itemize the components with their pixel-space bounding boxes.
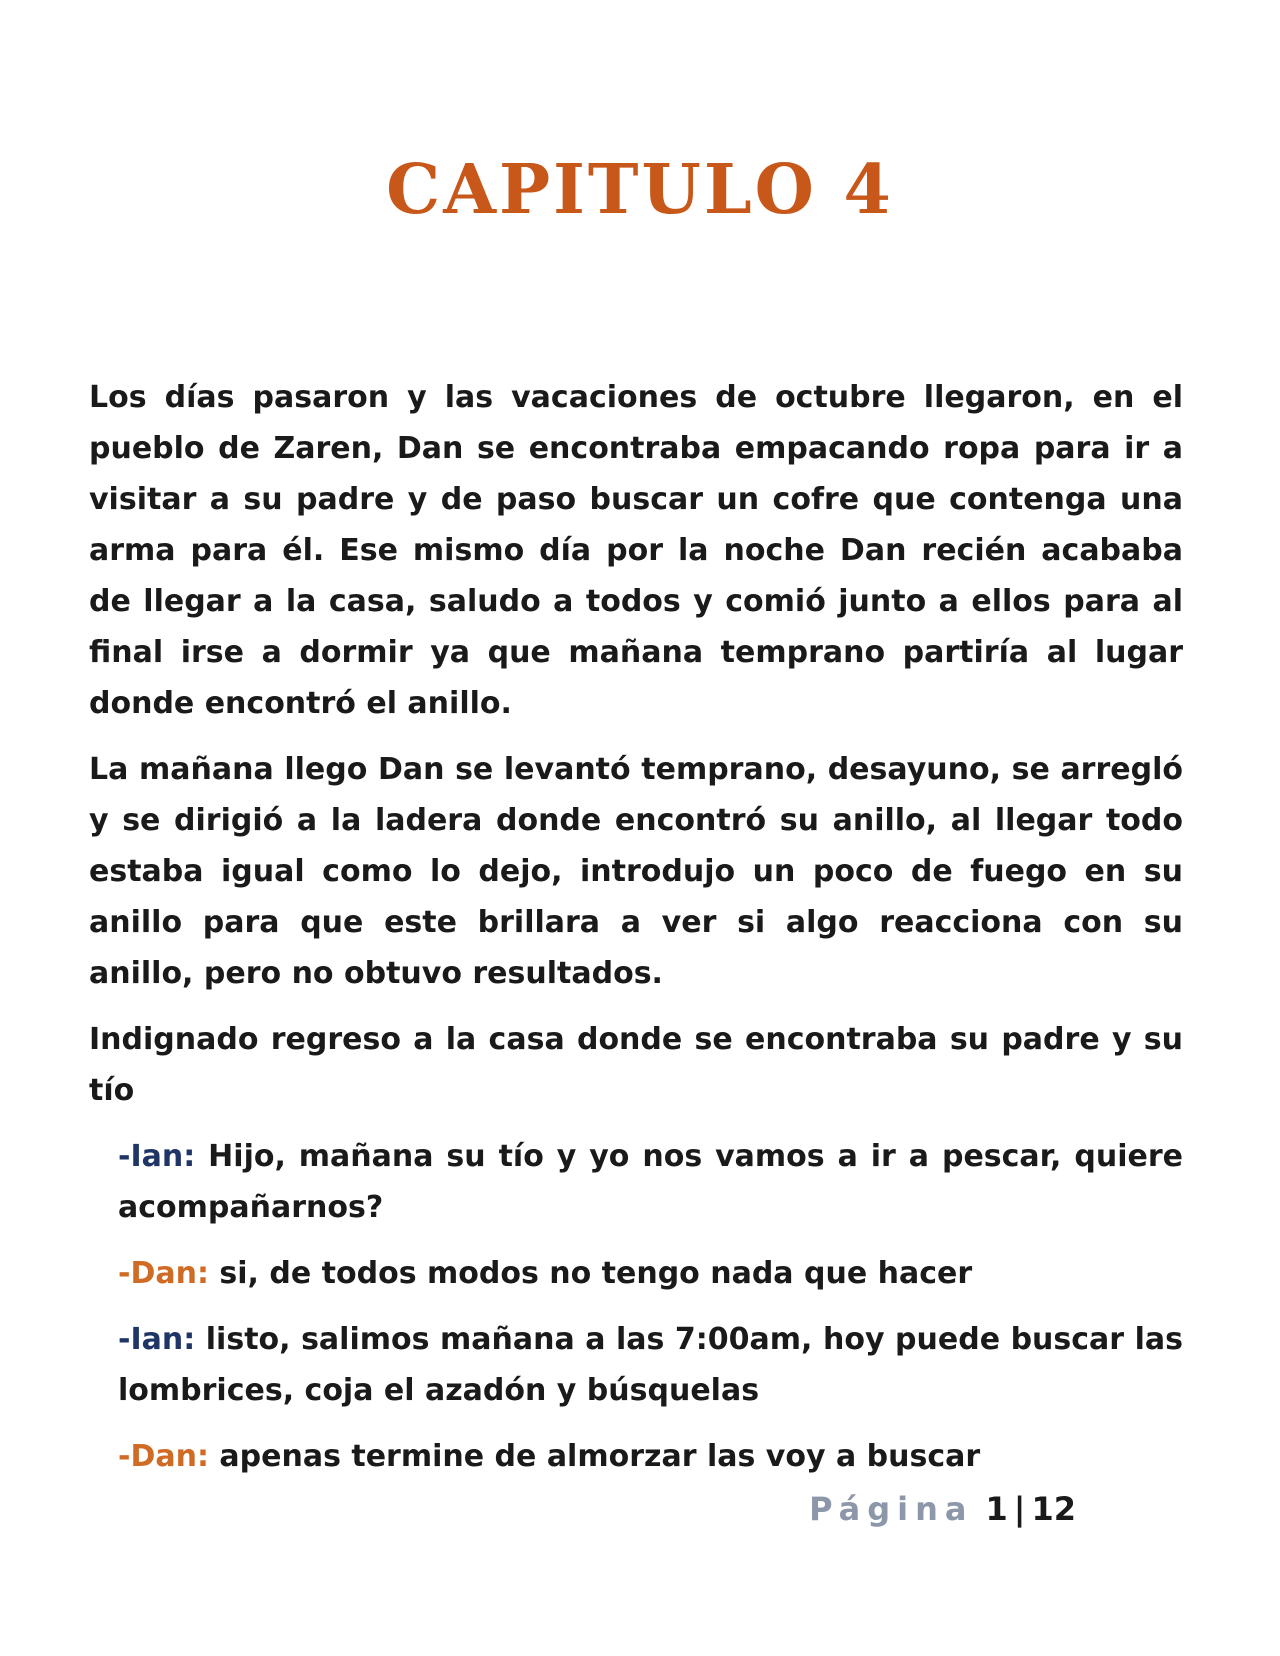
dialogue-text: si, de todos modos no tengo nada que hacer [219,1256,973,1291]
page-footer [0,1490,1076,1528]
dialogue-text: Hijo, mañana su tío y yo nos vamos a ir a pescar, quiere acompañarnos? [118,1139,1183,1225]
paragraph: Los días pasaron y las vacaciones de octubre llegaron, en el pueblo de Zaren, Dan se encontraba empacando ropa para ir a visitar a su padre y de paso buscar un cofre que contenga una arma para él. Ese mismo día por la noche Dan recién acababa de llegar a la casa, saludo a todos y comió junto a ellos para al final irse a dormir ya que mañana temprano partiría al lugar donde encontró el anillo. [89,380,1183,721]
speaker-label-dan: -Dan: [118,1256,209,1291]
speaker-label-ian: -Ian: [118,1139,196,1174]
chapter-title: CAPITULO 4 [386,150,894,230]
dialogue-text: apenas termine de almorzar las voy a buscar [219,1439,981,1474]
page-body [89,372,1183,1497]
dialogue-line [118,1431,1183,1482]
dialogue-line [118,1131,1183,1233]
page-label: Página [809,1490,974,1528]
page-number: 1 [985,1490,1008,1528]
page-separator: | [1013,1490,1026,1528]
paragraph: La mañana llego Dan se levantó temprano, desayuno, se arregló y se dirigió a la ladera donde encontró su anillo, al llegar todo estaba igual como lo dejo, introdujo un poco de fuego en su anillo para que este brillara a ver si algo reacciona con su anillo, pero no obtuvo resultados. [89,752,1183,991]
page-total: 12 [1031,1490,1076,1528]
speaker-label-ian: -Ian: [118,1322,196,1357]
dialogue-line [118,1248,1183,1299]
paragraph: Indignado regreso a la casa donde se encontraba su padre y su tío [89,1022,1183,1108]
speaker-label-dan: -Dan: [118,1439,209,1474]
dialogue-text: listo, salimos mañana a las 7:00am, hoy puede buscar las lombrices, coja el azadón y búsquelas [118,1322,1184,1408]
dialogue-line [118,1314,1183,1416]
